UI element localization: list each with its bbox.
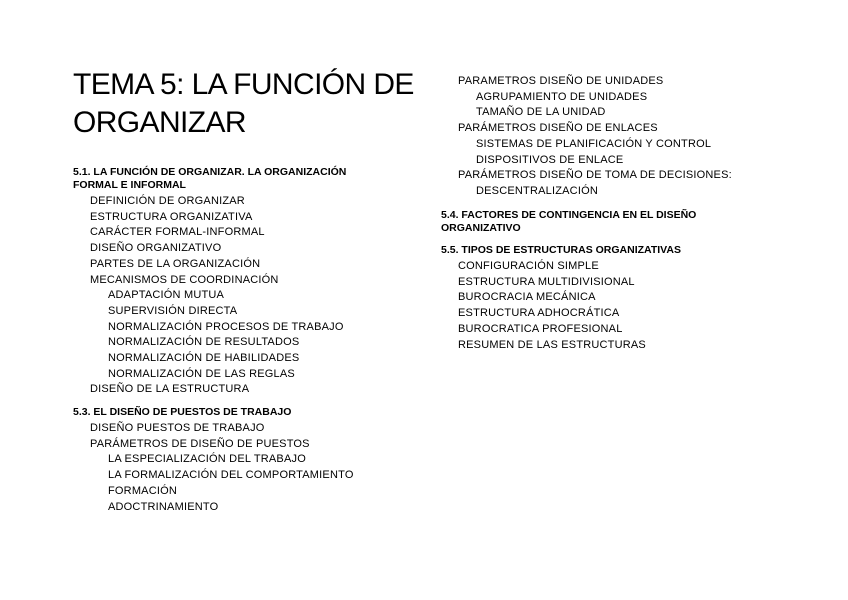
list-item: PARAMETROS DISEÑO DE UNIDADES	[458, 75, 664, 87]
list-item: DISEÑO DE LA ESTRUCTURA	[90, 383, 250, 396]
section-5-3	[73, 406, 403, 515]
section-5-1	[73, 166, 373, 398]
section-continuation	[441, 74, 821, 200]
list-item: SISTEMAS DE PLANIFICACIÓN Y CONTROL	[476, 137, 712, 150]
list-item: BUROCRATICA PROFESIONAL	[458, 322, 623, 335]
list-item: CONFIGURACIÓN SIMPLE	[458, 260, 599, 272]
section-5-5	[441, 244, 771, 353]
list-item: LA FORMALIZACIÓN DEL COMPORTAMIENTO	[108, 469, 354, 482]
section-heading: 5.3. EL DISEÑO DE PUESTOS DE TRABAJO	[73, 406, 292, 418]
list-item: PARÁMETROS DISEÑO DE ENLACES	[458, 122, 658, 135]
list-item: ADOCTRINAMIENTO	[108, 500, 219, 513]
list-item: DISPOSITIVOS DE ENLACE	[476, 153, 624, 166]
list-item: ESTRUCTURA MULTIDIVISIONAL	[458, 275, 635, 288]
list-item: ADAPTACIÓN MUTUA	[108, 289, 225, 302]
list-item: DISEÑO PUESTOS DE TRABAJO	[90, 422, 265, 434]
section-heading: 5.1. LA FUNCIÓN DE ORGANIZAR. LA ORGANIZACIÓN FORMAL E INFORMAL	[73, 166, 347, 191]
list-item: PARTES DE LA ORGANIZACIÓN	[90, 257, 261, 270]
section-items	[441, 259, 771, 353]
list-item: NORMALIZACIÓN DE HABILIDADES	[108, 352, 300, 365]
page-title: TEMA 5: LA FUNCIÓN DE ORGANIZAR	[73, 68, 414, 139]
list-item: DESCENTRALIZACIÓN	[476, 184, 598, 197]
list-item: NORMALIZACIÓN DE RESULTADOS	[108, 336, 300, 349]
list-item: BUROCRACIA MECÁNICA	[458, 291, 596, 304]
list-item: NORMALIZACIÓN DE LAS REGLAS	[108, 367, 295, 380]
section-heading: 5.5. TIPOS DE ESTRUCTURAS ORGANIZATIVAS	[441, 244, 681, 256]
section-heading: 5.4. FACTORES DE CONTINGENCIA EN EL DISEÑO ORGANIZATIVO	[441, 209, 697, 234]
list-item: DISEÑO ORGANIZATIVO	[90, 242, 222, 255]
list-item: CARÁCTER FORMAL-INFORMAL	[90, 226, 265, 239]
list-item: DEFINICIÓN DE ORGANIZAR	[90, 195, 245, 207]
section-items	[73, 194, 373, 398]
list-item: RESUMEN DE LAS ESTRUCTURAS	[458, 338, 646, 351]
list-item: ESTRUCTURA ADHOCRÁTICA	[458, 307, 620, 320]
list-item: AGRUPAMIENTO DE UNIDADES	[476, 90, 648, 103]
list-item: NORMALIZACIÓN PROCESOS DE TRABAJO	[108, 320, 344, 333]
section-items	[73, 421, 403, 515]
section-5-4	[441, 209, 741, 237]
list-item: LA ESPECIALIZACIÓN DEL TRABAJO	[108, 453, 306, 466]
list-item: TAMAÑO DE LA UNIDAD	[476, 106, 606, 119]
section-items	[441, 74, 821, 200]
list-item: MECANISMOS DE COORDINACIÓN	[90, 273, 279, 286]
list-item: FORMACIÓN	[108, 484, 178, 497]
list-item: SUPERVISIÓN DIRECTA	[108, 304, 238, 317]
list-item: ESTRUCTURA ORGANIZATIVA	[90, 210, 253, 223]
list-item: PARÁMETROS DE DISEÑO DE PUESTOS	[90, 437, 310, 450]
list-item: PARÁMETROS DISEÑO DE TOMA DE DECISIONES:	[458, 169, 732, 182]
